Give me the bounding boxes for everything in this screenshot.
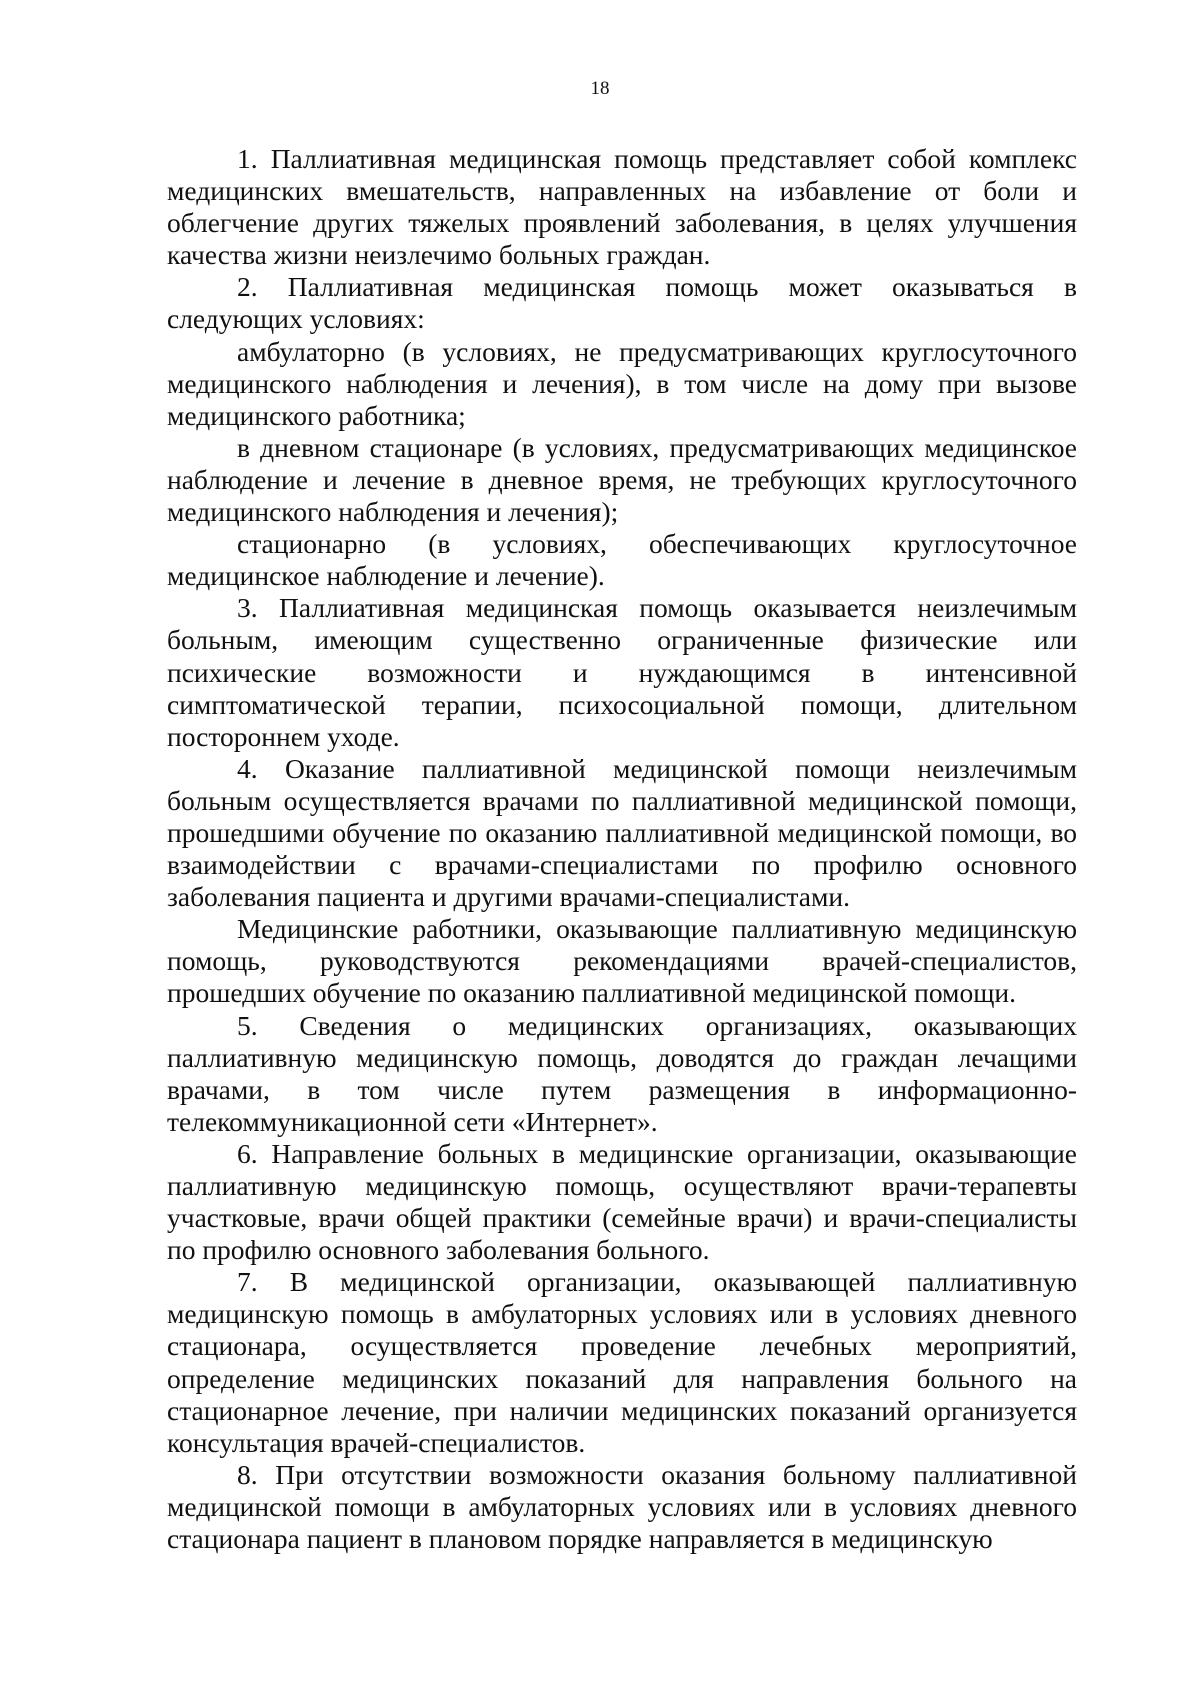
paragraph-2: 2. Паллиативная медицинская помощь может оказываться в следующих условиях: [167, 271, 1077, 335]
paragraph-7: 7. В медицинской организации, оказывающей паллиативную медицинскую помощь в амбулаторных условиях или в условиях дневного стационара, осуществляется проведение лечебных мероприятий, определение медицинских показаний для направления больного на стационарное лечение, при наличии медицинских показаний организуется консультация врачей-специалистов. [167, 1266, 1077, 1458]
paragraph-2-item-ambulatory: амбулаторно (в условиях, не предусматривающих круглосуточного медицинского наблюдения и лечения), в том числе на дому при вызове медицинского работника; [167, 335, 1077, 431]
paragraph-1: 1. Паллиативная медицинская помощь представляет собой комплекс медицинских вмешательств, направленных на избавление от боли и облегчение других тяжелых проявлений заболевания, в целях улучшения качества жизни неизлечимо больных граждан. [167, 143, 1077, 271]
paragraph-8: 8. При отсутствии возможности оказания больному паллиативной медицинской помощи в амбулаторных условиях или в условиях дневного стационара пациент в плановом порядке направляется в медицинскую [167, 1458, 1077, 1555]
page-number: 18 [590, 78, 610, 99]
paragraph-4: 4. Оказание паллиативной медицинской помощи неизлечимым больным осуществляется врачами по паллиативной медицинской помощи, прошедшими обучение по оказанию паллиативной медицинской помощи, во взаимодействии с врачами-специалистами по профилю основного заболевания пациента и другими врачами-специалистами. [167, 752, 1077, 913]
paragraph-4-continued: Медицинские работники, оказывающие паллиативную медицинскую помощь, руководствуются рекомендациями врачей-специалистов, прошедших обучение по оказанию паллиативной медицинской помощи. [167, 913, 1077, 1009]
paragraph-6: 6. Направление больных в медицинские организации, оказывающие паллиативную медицинскую помощь, осуществляют врачи-терапевты участковые, врачи общей практики (семейные врачи) и врачи-специалисты по профилю основного заболевания больного. [167, 1137, 1077, 1266]
document-body [167, 143, 1077, 1555]
paragraph-2-item-inpatient: стационарно (в условиях, обеспечивающих круглосуточное медицинское наблюдение и лечение). [167, 528, 1077, 592]
paragraph-5: 5. Сведения о медицинских организациях, оказывающих паллиативную медицинскую помощь, доводятся до граждан лечащими врачами, в том числе путем размещения в информационно-телекоммуникационной сети «Интернет». [167, 1009, 1077, 1137]
paragraph-2-item-day-hospital: в дневном стационаре (в условиях, предусматривающих медицинское наблюдение и лечение в дневное время, не требующих круглосуточного медицинского наблюдения и лечения); [167, 431, 1077, 528]
paragraph-3: 3. Паллиативная медицинская помощь оказывается неизлечимым больным, имеющим существенно ограниченные физические или психические возможности и нуждающимся в интенсивной симптоматической терапии, психосоциальной помощи, длительном постороннем уходе. [167, 592, 1077, 752]
